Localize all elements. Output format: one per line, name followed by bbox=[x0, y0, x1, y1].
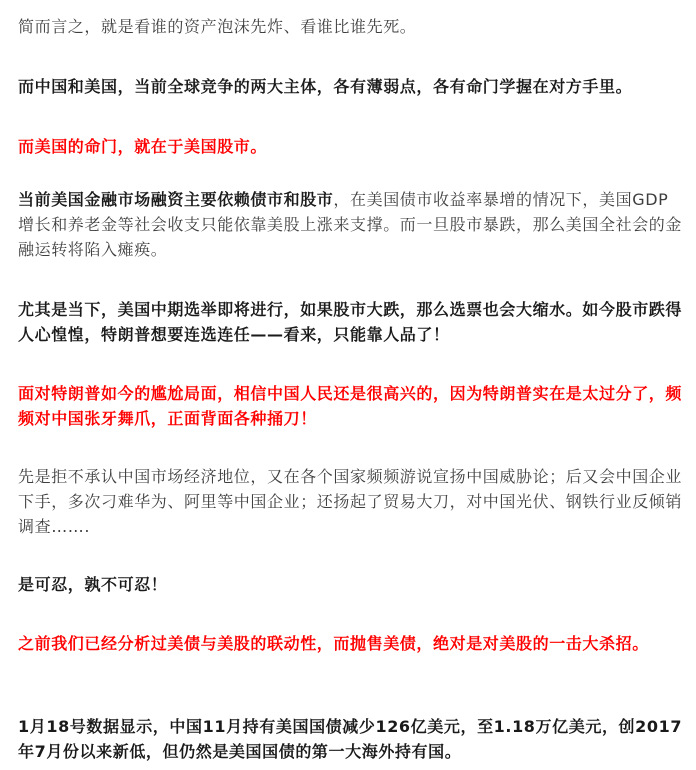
paragraph-summary: 简而言之，就是看谁的资产泡沫先炸、看谁比谁先死。 bbox=[18, 17, 417, 36]
paragraph-china-us: 而中国和美国，当前全球竞争的两大主体，各有薄弱点，各有命门学握在对方手里。 bbox=[18, 77, 633, 96]
paragraph-intolerable: 是可忍，孰不可忍！ bbox=[18, 575, 168, 594]
paragraph-history: 先是拒不承认中国市场经济地位，又在各个国家频频游说宣扬中国威胁论；后又会中国企业下手，多次刁难华为、阿里等中国企业；还扬起了贸易大刀，对中国光伏、钢铁行业反倾销调查……. bbox=[18, 467, 683, 536]
paragraph-midterm: 尤其是当下，美国中期选举即将进行，如果股市大跌，那么选票也会大缩水。如今股市跌得人心惶惶，特朗普想要连选连任——看来，只能靠人品了！ bbox=[18, 300, 683, 344]
paragraph-financing-lead: 当前美国金融市场融资主要依赖债市和股市 bbox=[18, 190, 334, 209]
paragraph-trump-situation: 面对特朗普如今的尴尬局面，相信中国人民还是很高兴的，因为特朗普实在是太过分了，频频对中国张牙舞爪，正面背面各种捅刀！ bbox=[18, 384, 683, 428]
paragraph-financing bbox=[18, 187, 684, 262]
paragraph-sell-treasuries: 之前我们已经分析过美债与美股的联动性，而抛售美债，绝对是对美股的一击大杀招。 bbox=[18, 634, 649, 653]
paragraph-us-weakness: 而美国的命门，就在于美国股市。 bbox=[18, 137, 268, 156]
paragraph-data-release: 1月18号数据显示，中国11月持有美国国债减少126亿美元，至1.18万亿美元，创2017年7月份以来新低，但仍然是美国国债的第一大海外持有国。 bbox=[18, 717, 683, 761]
paragraph-financing-body: ，在美国债市收益率暴增的情况下，美国GDP增长和养老金等社会收支只能依靠美股上涨来支撑。而一旦股市暴跌，那么美国全社会的金融运转将陷入瘫痪。 bbox=[18, 190, 683, 259]
